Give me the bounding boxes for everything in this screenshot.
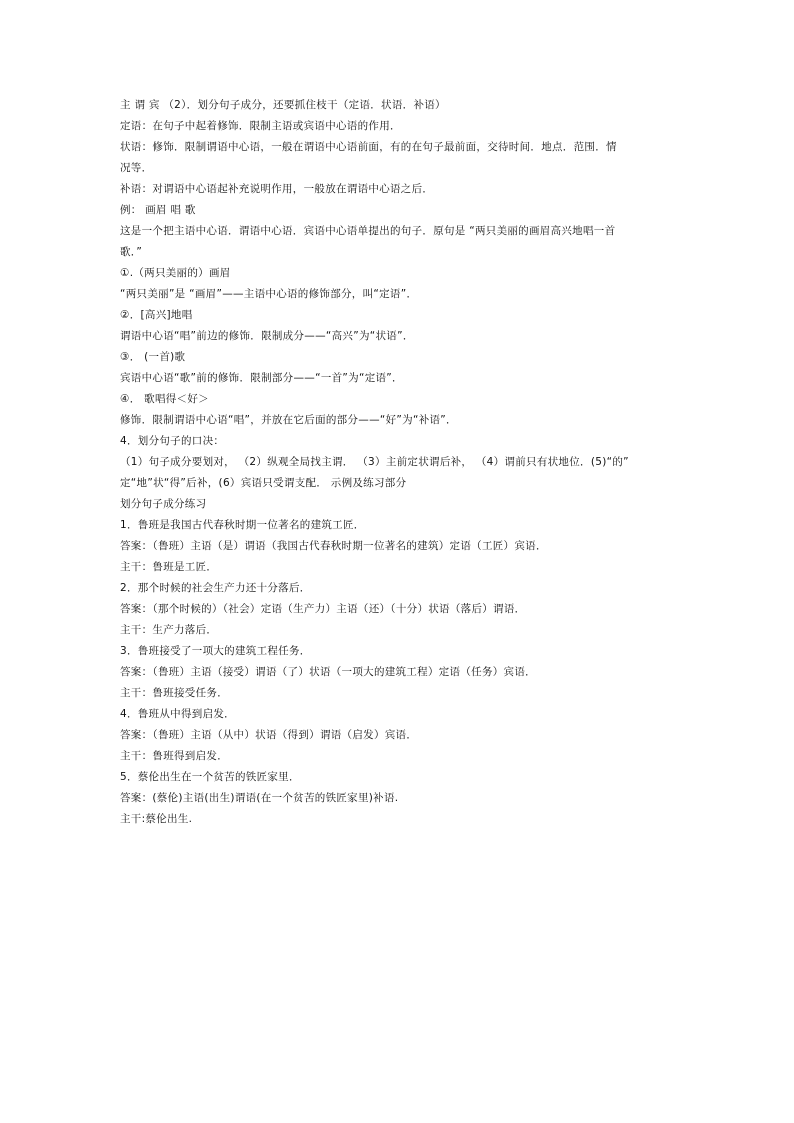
- exercise-trunk: 主干：鲁班是工匠．: [120, 561, 218, 573]
- text-line: ③． (一首)歌: [120, 351, 186, 363]
- text-line: 定语：在句子中起着修饰．限制主语或宾语中心语的作用．: [120, 120, 401, 132]
- text-line: 补语：对谓语中心语起补充说明作用，一般放在谓语中心语之后．: [120, 183, 434, 195]
- section-heading: 划分句子成分练习: [120, 498, 207, 510]
- exercise-trunk: 主干:蔡伦出生.: [120, 813, 193, 825]
- exercise-question: 2．那个时候的社会生产力还十分落后．: [120, 582, 311, 594]
- exercise-question: 1．鲁班是我国古代春秋时期一位著名的建筑工匠．: [120, 519, 365, 531]
- text-line: 谓语中心语“唱”前边的修饰．限制成分——“高兴”为“状语”．: [120, 330, 414, 342]
- document-body: [120, 95, 700, 830]
- text-line: 状语：修饰．限制谓语中心语，一般在谓语中心语前面，有的在句子最前面，交待时间．地点．范围．情: [120, 141, 617, 153]
- text-line: “两只美丽”是 “画眉”——主语中心语的修饰部分，叫“定语”．: [120, 288, 418, 300]
- text-line: 这是一个把主语中心语．谓语中心语．宾语中心语单提出的句子．原句是 “两只美丽的画眉高兴地唱一首: [120, 225, 616, 237]
- text-line: 况等．: [120, 162, 153, 174]
- text-line: （1）句子成分要划对， （2）纵观全局找主谓． （3）主前定状谓后补， （4）谓前只有状地位．(5)“的”: [120, 456, 629, 468]
- exercise-answer: 答案：（那个时候的）（社会）定语（生产力）主语（还）（十分）状语（落后）谓语．: [120, 603, 526, 615]
- text-line: ①.（两只美丽的）画眉: [120, 267, 231, 279]
- text-line: 4．划分句子的口决：: [120, 435, 225, 447]
- text-line: 定“地”状“得”后补，(6）宾语只受谓支配． 示例及练习部分: [120, 477, 407, 489]
- exercise-answer: 答案：（鲁班）主语（接受）谓语（了）状语（一项大的建筑工程）定语（任务）宾语．: [120, 666, 536, 678]
- text-line: ④． 歌唱得＜好＞: [120, 393, 209, 405]
- text-line: ②．[高兴]地唱: [120, 309, 193, 321]
- text-line: 歌．”: [120, 246, 143, 258]
- exercise-trunk: 主干：生产力落后．: [120, 624, 218, 636]
- exercise-answer: 答案：（鲁班）主语（从中）状语（得到）谓语（启发）宾语．: [120, 729, 418, 741]
- exercise-trunk: 主干：鲁班接受任务．: [120, 687, 228, 699]
- exercise-trunk: 主干：鲁班得到启发．: [120, 750, 228, 762]
- exercise-question: 3．鲁班接受了一项大的建筑工程任务．: [120, 645, 311, 657]
- exercise-question: 4．鲁班从中得到启发．: [120, 708, 235, 720]
- exercise-answer: 答案：(蔡伦)主语(出生)谓语(在一个贫苦的铁匠家里)补语.: [120, 792, 399, 804]
- text-line: 宾语中心语“歌”前的修饰．限制部分——“一首”为“定语”．: [120, 372, 403, 384]
- exercise-answer: 答案：（鲁班）主语（是）谓语（我国古代春秋时期一位著名的建筑）定语（工匠）宾语．: [120, 540, 547, 552]
- text-line: 修饰．限制谓语中心语“唱”，并放在它后面的部分——“好”为“补语”．: [120, 414, 457, 426]
- text-line: 例： 画眉 唱 歌: [120, 204, 196, 216]
- exercise-question: 5．蔡伦出生在一个贫苦的铁匠家里．: [120, 771, 300, 783]
- text-line: 主 谓 宾 （2）．划分句子成分，还要抓住枝干（定语．状语．补语）: [120, 99, 446, 111]
